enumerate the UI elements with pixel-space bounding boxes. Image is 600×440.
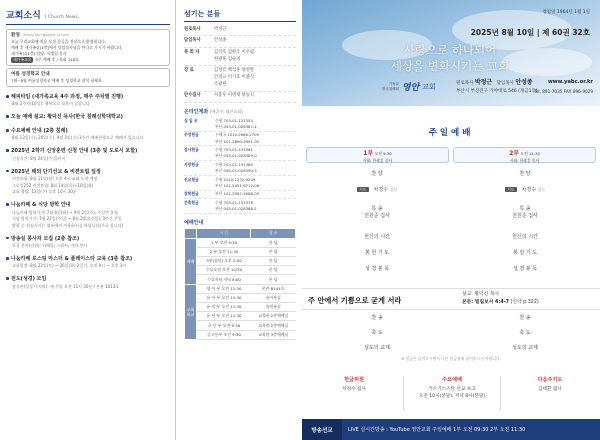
closing-item: 성도의 교제 <box>364 345 390 351</box>
church-info <box>456 78 538 95</box>
schedule-cell: 본 당 <box>251 257 296 266</box>
announcement-heading: 2025년 2학기 신앙훈련 신청 안내 (3층 및 도로시 포함) <box>6 147 170 155</box>
staff-row <box>184 36 296 47</box>
schedule-cell: 수요저녁 저녁 8:00 <box>197 275 251 284</box>
order-text: 특 송 <box>371 206 383 212</box>
header-banner <box>302 0 600 106</box>
service-1-host: 사회: 한광훈 목사 <box>362 158 393 163</box>
established-date: 창립일 1964년 1월 1일 <box>542 10 590 15</box>
schedule-cell: 본 당 <box>251 238 296 247</box>
announcement-item <box>6 147 170 162</box>
schedule-row <box>185 275 296 284</box>
schedule-group: 예배 <box>185 238 197 284</box>
logo-small-1: 기독교 <box>388 82 399 87</box>
staff-row <box>184 66 296 91</box>
schedule-cell: 교육관 3층예배실 <box>251 330 296 339</box>
order-tag: 기도 <box>359 187 367 192</box>
order-small: 집사 <box>537 187 545 192</box>
account-number: 수협 703-01-131361 부산 043-01-028389-0 <box>215 147 257 159</box>
motto-line-2: 세상을 변화시키는 교회 <box>390 59 510 73</box>
schedule-cell: 1 부 오전 9:30 <box>197 238 251 247</box>
offering-committee-heading: 헌금위원 <box>343 377 365 383</box>
motto-line-1: 사랑으로 하나되어 <box>403 43 497 57</box>
staff-role: 담임목사 <box>184 38 201 44</box>
account-type: 선교헌금 <box>184 176 199 182</box>
broadcast-footer <box>302 419 600 440</box>
order-sub: 전원준 집사 <box>364 213 390 219</box>
order-text: 봉 헌 기 도 <box>364 250 390 256</box>
staff-title: 섬기는 분들 <box>184 9 296 22</box>
account-type: 건축헌금 <box>184 200 199 206</box>
scripture-page: (신약 p.322) <box>510 300 539 306</box>
account-row <box>184 176 296 191</box>
issue-date: 2025년 8월 10일 | 제 60권 32호 <box>470 28 590 37</box>
staff-row <box>184 48 296 66</box>
order-item <box>454 233 596 240</box>
staff-row <box>184 92 296 103</box>
order-text: 성 경 봉 독 <box>512 266 538 272</box>
order-small: 집사 <box>389 187 397 192</box>
wednesday-service <box>406 376 498 401</box>
service-2-box <box>453 147 596 163</box>
order-text: 헌신의 시간 <box>512 234 538 240</box>
staff-column <box>177 0 301 440</box>
announcement-line: 모집 분야(인원): 카메라, 스위처, 자막 봉사 <box>12 243 88 249</box>
schedule-table <box>184 228 296 340</box>
announcement-line: 교육일정: 8월 23일(토) ~ 26일(화) 2일간, 오전 9시 ~ 오후 3시 <box>12 263 127 269</box>
offering-committee <box>308 376 400 393</box>
accounts-title <box>184 108 296 115</box>
schedule-row <box>185 330 296 339</box>
schedule-row <box>185 238 296 247</box>
summer-school-line: 7월~8월 여름성경학교 예배 후 성경학교 참석 하세요 <box>11 78 102 84</box>
welcome-title: 환영 <box>11 33 20 38</box>
accounts-title-text: 온라인계좌 <box>184 108 209 115</box>
next-prayer-name: 김태환 집사 <box>538 387 562 392</box>
church-logo <box>382 80 436 93</box>
account-row <box>184 132 296 147</box>
welcome-box <box>6 29 170 66</box>
announcement-item <box>6 93 170 108</box>
account-number: 수협 1010-1232-9249 부산 101-2051-6717-06 <box>215 176 260 188</box>
account-type: 감사헌금 <box>184 147 199 153</box>
order-item <box>306 249 448 256</box>
order-item <box>306 170 448 177</box>
website-link[interactable]: www.yabc.or.kr <box>547 79 593 85</box>
order-text: 헌신의 시간 <box>364 234 390 240</box>
schedule-row <box>185 284 296 293</box>
order-item <box>306 205 448 219</box>
schedule-cell: 교육관 2층예배실 <box>251 321 296 330</box>
schedule-cell: 본 당 <box>251 266 296 275</box>
order-text: 찬 양 <box>371 171 383 177</box>
service-2-name: 2부 <box>509 150 520 157</box>
announcement-line: 신청기간: 8월 24일(주일)까지 <box>12 155 66 161</box>
schedule-row <box>185 321 296 330</box>
announcement-line: 참석관(성경 마지막): 매 주일 오전 11시 30분 / 본관 1013호 <box>12 283 120 289</box>
divider <box>302 309 600 310</box>
staff-names: 박정근 <box>214 26 227 32</box>
welcome-tag: 새가족교육 <box>13 57 32 63</box>
announcement-heading: 2025년 해외 단기선교 & 비젼트립 일정 <box>6 168 170 176</box>
logo-tail: 교회 <box>422 82 436 91</box>
announcement-heading: 전도(성경) 모임 <box>6 275 170 283</box>
divider <box>302 288 600 289</box>
offering-committee-name: 차경수 집사 <box>342 387 366 392</box>
order-item <box>454 186 596 193</box>
order-item <box>306 233 448 240</box>
schedule-cell: 교육관 2층예배실 <box>251 312 296 321</box>
divider <box>403 376 404 410</box>
announcement-line: 나눔카페 방학기간: 7월 6일(화) ~ 9월 2일(주), 주일만 운영 <box>12 209 118 215</box>
service-2-time: 오전 11:30 <box>520 151 540 156</box>
schedule-cell: 본 당 <box>251 247 296 256</box>
welcome-line: 새가족실(1층) 담당: 서병일 목사 <box>11 51 67 57</box>
schedule-row <box>185 257 296 266</box>
divider <box>500 376 501 410</box>
order-item <box>454 249 596 256</box>
next-prayer-heading: 다음주기도 <box>537 377 563 383</box>
announcement-heading: 오늘 예배 설교: 황덕신 목사(한국 침례신학대학교) <box>6 113 170 121</box>
staff-names: 안성종 <box>214 38 227 44</box>
announcement-item <box>6 168 170 196</box>
welcome-subtitle: Young-ahn Baptist Church <box>22 33 70 37</box>
service-2-host: 사회: 한광훈 목사 <box>509 158 540 163</box>
next-prayer <box>504 376 596 393</box>
order-item <box>454 265 596 272</box>
announcement-heading: 수요예배 안내 (2층 침례) <box>6 127 170 135</box>
announcement-item <box>6 255 170 270</box>
account-number: 수협 703-01-131378 부산 043-01-028388-2 <box>215 200 257 212</box>
offering-note: ※ 헌금은 들어오시면서 다른 헌금함에 넣어주시기 바랍니다. <box>401 356 501 361</box>
staff-names: 김석호 김한조 이우림 한광훈 김순영 <box>214 49 255 62</box>
schedule-cell: 유 치 부 오전 11:30 <box>197 303 251 312</box>
schedule-cell: 중고등부 오전 9:30 <box>197 330 251 339</box>
staff-list <box>184 25 296 103</box>
church-news-column <box>0 0 176 440</box>
news-header <box>6 8 170 25</box>
wednesday-heading: 수요예배 <box>441 377 463 383</box>
announcement-item <box>6 235 170 250</box>
announcement-line: 8월 13일(수), 20일(수), 9월 3일(수) 3주간 예배진행으로 예배가 있습니다 <box>12 135 144 141</box>
order-tag: 기도 <box>507 187 515 192</box>
order-item <box>454 205 596 219</box>
scripture: 본문: 빌립보서 4:4-7 <box>462 300 509 306</box>
order-text: 찬 양 <box>519 171 531 177</box>
order-text: 봉 헌 기 도 <box>512 250 538 256</box>
announcement-line: 비전트립: 8월 11일(월) 오후 4시 교회 도착 예정 <box>12 175 98 181</box>
announcement-heading: 나눔카페 로스팅 마스터 & 플레이스타 교육 (3층 참조) <box>6 255 170 263</box>
account-row <box>184 161 296 176</box>
schedule-cell: 유 아 부 오전 11:30 <box>197 293 251 302</box>
schedule-group: 교회학교 <box>185 284 197 339</box>
schedule-cell: 3부(청년) 오후 2:00 <box>197 257 251 266</box>
schedule-row <box>185 266 296 275</box>
broadcast-label: 방송선교 <box>302 419 342 440</box>
sermon-info <box>462 291 539 307</box>
schedule-cell: 본 당 <box>251 275 296 284</box>
account-number: 우체국 1010-2666-2709 부산 101-2890-2991-05 <box>215 132 260 144</box>
worship-title: 주일예배 <box>428 128 474 138</box>
schedule-row <box>185 312 296 321</box>
staff-row <box>184 25 296 36</box>
service-1-time: 오전 9:30 <box>374 151 392 156</box>
order-item <box>306 265 448 272</box>
order-text: 차경수 <box>373 187 389 193</box>
order-item <box>454 170 596 177</box>
account-type: 십 일 조 <box>184 117 198 123</box>
news-subtitle: | Church News <box>44 15 78 20</box>
welcome-line: 오늘 우리교회에 처음 오신 분들을 진심으로 환영합니다. <box>11 39 107 45</box>
order-text: 성 경 봉 독 <box>364 266 390 272</box>
announcement-heading: 헤피타임 (새가족교육 4주 과정, 매주 주차별 진행) <box>6 93 170 101</box>
accounts-list <box>184 117 296 214</box>
schedule-row <box>185 247 296 256</box>
schedule-cell: 수요오전 오전 10:30 <box>197 266 251 275</box>
order-item <box>306 186 448 193</box>
announcement-line: 방학 중 점심식사는 외부에서 이용하시길 바랍니다(무료 합니다) <box>12 222 124 228</box>
emeritus-name: 박정근 <box>474 79 493 86</box>
announcement-line: 그로잉252 비전트립: 8월 14일(목)~18일(화) <box>12 182 94 188</box>
closing-item: 성도의 교제 <box>512 345 538 351</box>
wednesday-line-1: 키르기스스탄 선교 보고 <box>428 387 476 392</box>
news-title: 교회소식 <box>6 11 41 21</box>
account-type: 주정헌금 <box>184 132 199 138</box>
schedule-row <box>185 293 296 302</box>
order-sub: 전원준 집사 <box>512 213 538 219</box>
wednesday-line-2: 오전 10시(본당), 저녁 8시(본당) <box>418 394 486 400</box>
announcement-item <box>6 127 170 142</box>
logo-small-2: 한국침례회 <box>382 86 399 91</box>
preacher: 설교: 황덕신 목사 <box>462 292 500 297</box>
schedule-cell: 유치부실 <box>251 303 296 312</box>
account-row <box>184 191 296 200</box>
closing-item: 찬 송 <box>519 315 531 321</box>
welcome-tag-text: 3주 예배 후 / 목회 118호 <box>35 57 80 63</box>
order-text: 특 송 <box>519 206 531 212</box>
address: 부산시 부산진구 가야대로 546 (개금1동) <box>456 88 538 94</box>
account-number: 수협 703-01-131354 부산 043-01-028387-4 <box>215 117 257 129</box>
summer-school-title: 여름 성경학교 안내 <box>11 72 50 78</box>
account-type: 사랑헌금 <box>184 161 199 167</box>
welcome-line: 예배 후 새가족실(1층)에서 담임목사님을 만나고 가시기 바랍니다. <box>11 45 123 51</box>
schedule-cell: 영 아 부 오전 11:30 <box>197 284 251 293</box>
broadcast-text[interactable]: LIVE 실시간방송 : YouTube 영안교회 주일예배 1부 오전 09:30 2부 오전 11:30 <box>348 427 526 433</box>
announcement-heading: 방송실 봉사자 모집 (2층 참조) <box>6 235 170 243</box>
staff-names: 서용우 이병재 하동식 <box>214 93 255 99</box>
account-row <box>184 199 296 214</box>
service-1-box <box>306 147 449 163</box>
account-row <box>184 146 296 161</box>
schedule-header: 장 소 <box>251 228 296 238</box>
schedule-title: 예배안내 <box>184 219 204 226</box>
schedule-cell: 본관 B104호 <box>251 284 296 293</box>
announcement-item <box>6 201 170 229</box>
announcement-line: 식당 방학기간: 7월 27일(주일) ~ 8월 24일(주일), 3주간 주일 <box>12 216 122 222</box>
pastor-name: 안성종 <box>515 79 533 86</box>
logo-big: 영안 <box>401 83 420 93</box>
phone-fax: Tel. 891-7035 FAX 896-9029 <box>534 89 593 94</box>
service-1-name: 1부 <box>363 150 374 157</box>
account-type: 장학헌금 <box>184 191 199 197</box>
staff-names: 김정길 백석홍 양영완 안경규 이기호 이종석 조광현 <box>214 68 255 87</box>
order-text: 차경수 <box>521 187 537 193</box>
account-row <box>184 117 296 132</box>
schedule-cell: 초 등 부 오전 9:30 <box>197 321 251 330</box>
closing-item: 찬 송 <box>371 315 383 321</box>
announcement-heading: 나눔카페 & 식당 방학 안내 <box>6 201 170 209</box>
sermon-title: 주 안에서 기쁨으로 굳게 서라 <box>308 296 402 305</box>
accounts-title-note: (예금주: 영안교회) <box>209 108 243 114</box>
schedule-cell: 2 부 오전 11:30 <box>197 247 251 256</box>
account-number: 부산 101-2067-9588-05 <box>215 191 260 197</box>
announcement-item <box>6 275 170 290</box>
summer-school-box <box>6 68 170 87</box>
emeritus-label: 원로목사 <box>456 81 474 86</box>
staff-role: 장 로 <box>184 68 194 74</box>
schedule-cell: 유아부실 <box>251 293 296 302</box>
staff-role: 안수집사 <box>184 93 201 99</box>
schedule-header <box>185 228 197 238</box>
pastor-label: 담임목사 <box>496 81 514 86</box>
closing-item: 축 도 <box>519 330 531 336</box>
announcement-list <box>6 93 170 290</box>
schedule-header: 시 간 <box>197 228 251 238</box>
announcement-line: 교회 출발: 13일(수) 오후 10시 30분 <box>12 189 77 195</box>
announcement-item <box>6 113 170 121</box>
worship-column <box>302 0 600 440</box>
schedule-row <box>185 303 296 312</box>
schedule-cell: 유 년 부 오전 11:30 <box>197 312 251 321</box>
announcement-line: 8월 2주차(10일): 행복으로 교육이 있습니다 <box>12 101 90 107</box>
account-number: 수협 703-01-131385 부산 043-01-028390-3 <box>215 161 257 173</box>
staff-role: 목 회 자 <box>184 49 200 55</box>
staff-role: 원로목사 <box>184 26 201 32</box>
closing-item: 축 도 <box>371 330 383 336</box>
